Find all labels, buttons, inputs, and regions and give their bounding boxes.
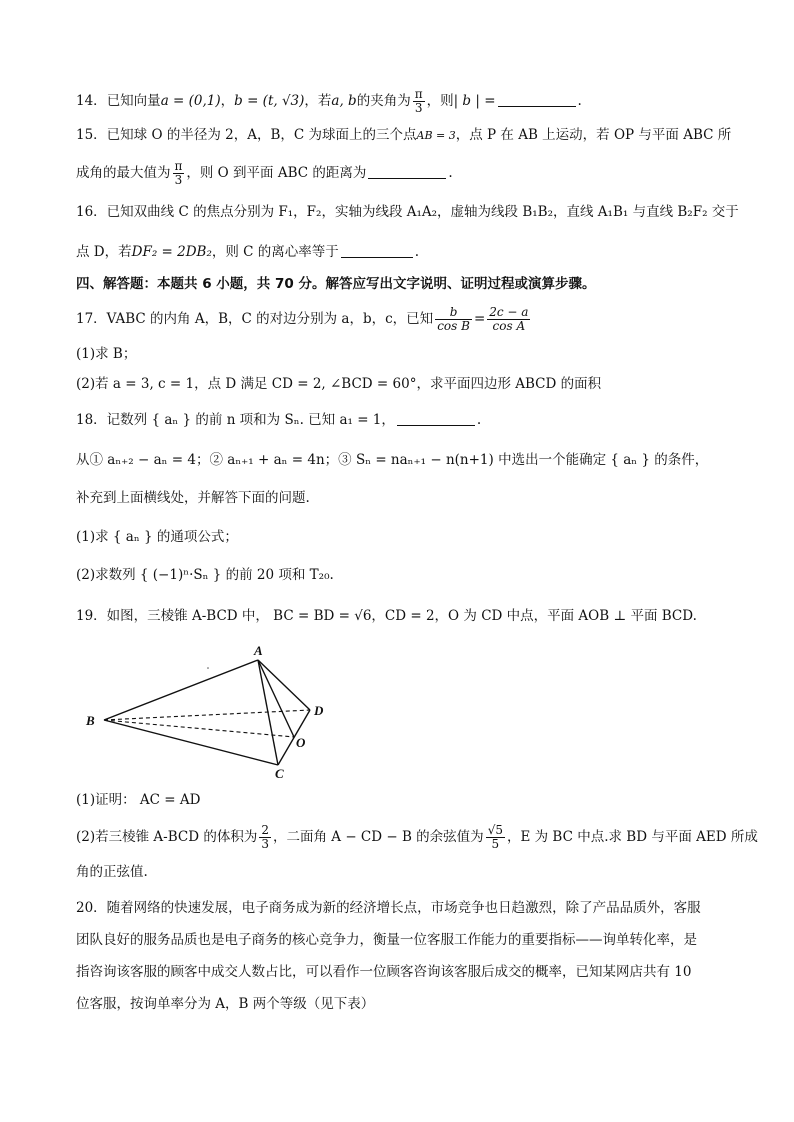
q16-text-2b: ，则 C 的离心率等于 <box>211 244 339 260</box>
q18-line-2: 从① aₙ₊₂ − aₙ = 4；② aₙ₊₁ + aₙ = 4n；③ Sₙ = naₙ₊₁ − n(n+1) 中选出一个能确定 { aₙ } 的条件， <box>76 452 709 468</box>
q14-text-2: ，若 <box>304 93 332 109</box>
q15-frac-num: π <box>174 159 183 173</box>
q19-cos-num: √5 <box>487 823 503 837</box>
q17-line-1 <box>76 306 532 333</box>
q14-text-4: ，则 <box>426 93 454 109</box>
q17-f2-num: 2c − a <box>489 305 529 319</box>
q14-line <box>76 88 582 115</box>
q14-vector-a: a = (0,1) <box>160 93 221 109</box>
edge-ao <box>258 660 294 737</box>
q15-line-2 <box>76 160 453 187</box>
label-b: B <box>86 713 95 728</box>
q18-end: . <box>476 412 482 428</box>
q19-cos-den: 5 <box>491 837 500 851</box>
q17-fraction-2 <box>487 306 530 333</box>
q18-answer-blank[interactable] <box>397 411 475 426</box>
q14-angle-den: 3 <box>414 101 423 115</box>
q19-tetrahedron-figure <box>78 640 348 780</box>
q14-ab: a, b <box>331 93 357 109</box>
q19-vol-num: 2 <box>261 823 269 837</box>
q14-text-1: 已知向量 <box>106 93 161 109</box>
q17-f1-den: cos B <box>437 319 470 333</box>
label-a: A <box>254 643 263 658</box>
q14-angle-fraction <box>413 88 425 115</box>
q17-fraction-1 <box>435 306 472 333</box>
q14-end: . <box>577 93 582 109</box>
q19-text-2b: ，二面角 A − CD − B 的余弦值为 <box>272 829 484 845</box>
q16-answer-blank[interactable] <box>341 243 413 258</box>
q19-line-1: 19．如图，三棱锥 A-BCD 中， BC = BD = √6，CD = 2，O 为 CD 中点，平面 AOB ⊥ 平面 BCD. <box>76 608 697 624</box>
q15-answer-blank[interactable] <box>368 164 446 179</box>
q18-line-1 <box>76 410 481 430</box>
q16-vector-eq: DF₂ = 2DB₂ <box>131 244 212 260</box>
q16-text-1: 16．已知双曲线 C 的焦点分别为 F₁，F₂，实轴为线段 A₁A₂，虚轴为线段 B₁B₂，直线 A₁B₁ 与直线 B₂F₂ 交于 <box>76 204 739 220</box>
q18-part-2: (2)求数列 { (−1)ⁿ·Sₙ } 的前 20 项和 T₂₀. <box>76 567 334 583</box>
q15-line-1 <box>76 125 731 146</box>
q15-text-2b: ，则 O 到平面 ABC 的距离为 <box>186 165 367 181</box>
q17-text-1: 17．VABC 的内角 A，B，C 的对边分别为 a，b，c，已知 <box>76 311 434 327</box>
q19-part-2-line-2: 角的正弦值. <box>76 864 148 880</box>
q17-f1-num: b <box>435 306 472 320</box>
q14-number: 14． <box>76 93 107 109</box>
stray-dot <box>207 667 209 669</box>
q15-end: . <box>448 165 453 181</box>
q19-vol-den: 3 <box>261 837 269 851</box>
q20-line-3: 指咨询该客服的顾客中成交人数占比，可以看作一位顾客咨询该客服后成交的概率，已知某网店共有 10 <box>76 964 692 980</box>
q15-ab3: AB = 3 <box>416 129 456 142</box>
q20-line-4: 位客服，按询单率分为 A，B 两个等级（见下表） <box>76 996 375 1012</box>
q14-text-3: 的夹角为 <box>356 93 411 109</box>
q19-part-2-line-1 <box>76 824 758 851</box>
q17-part-1: (1)求 B； <box>76 346 137 362</box>
q18-text-1: 18．记数列 { aₙ } 的前 n 项和为 Sₙ. 已知 a₁ = 1， <box>76 412 395 428</box>
q19-volume-fraction <box>259 824 271 851</box>
q15-fraction <box>173 160 185 187</box>
q16-text-2a: 点 D，若 <box>76 244 132 260</box>
q16-end: . <box>414 244 420 260</box>
q20-line-2: 团队良好的服务品质也是电子商务的核心竞争力，衡量一位客服工作能力的重要指标——询单转化率，是 <box>76 932 697 948</box>
q14-answer-blank[interactable] <box>498 92 576 107</box>
q20-line-1: 20．随着网络的快速发展，电子商务成为新的经济增长点，市场竞争也日趋激烈，除了产品品质外，客服 <box>76 900 701 916</box>
q18-line-3: 补充到上面横线处，并解答下面的问题. <box>76 490 310 506</box>
q16-line-2 <box>76 242 419 262</box>
q14-angle-num: π <box>414 87 423 101</box>
section-4-heading: 四、解答题：本题共 6 小题，共 70 分。解答应写出文字说明、证明过程或演算步骤。 <box>76 276 596 292</box>
label-d: D <box>314 703 324 718</box>
label-o: O <box>296 735 306 750</box>
q17-part-2: (2)若 a = 3, c = 1，点 D 满足 CD = 2, ∠BCD = 60°，求平面四边形 ABCD 的面积 <box>76 376 602 392</box>
q19-cos-fraction <box>486 824 505 851</box>
q15-text-2a: 成角的最大值为 <box>76 165 171 181</box>
q18-part-1: (1)求 { aₙ } 的通项公式； <box>76 529 238 545</box>
q19-text-2a: (2)若三棱锥 A-BCD 的体积为 <box>76 829 258 845</box>
q14-vector-b: b = (t, √3) <box>234 93 305 109</box>
edge-bd-hidden <box>104 710 310 720</box>
q15-frac-den: 3 <box>174 173 183 187</box>
q15-text-1: 15．已知球 O 的半径为 2，A，B，C 为球面上的三个点 <box>76 127 417 143</box>
edge-bo-hidden <box>104 720 294 737</box>
q17-eq: = <box>473 311 486 327</box>
edge-ba <box>104 660 258 720</box>
q17-f2-den: cos A <box>492 319 526 333</box>
q19-text-2c: ，E 为 BC 中点.求 BD 与平面 AED 所成 <box>506 829 758 845</box>
q16-line-1 <box>76 202 739 222</box>
q14-abs-b: | b | = <box>453 93 496 109</box>
q19-part-1: (1)证明： AC = AD <box>76 792 201 808</box>
edge-bc <box>104 720 278 765</box>
label-c: C <box>275 766 284 780</box>
q15-text-1b: ，点 P 在 AB 上运动，若 OP 与平面 ABC 所 <box>455 127 732 143</box>
q14-sep: ， <box>220 93 235 109</box>
